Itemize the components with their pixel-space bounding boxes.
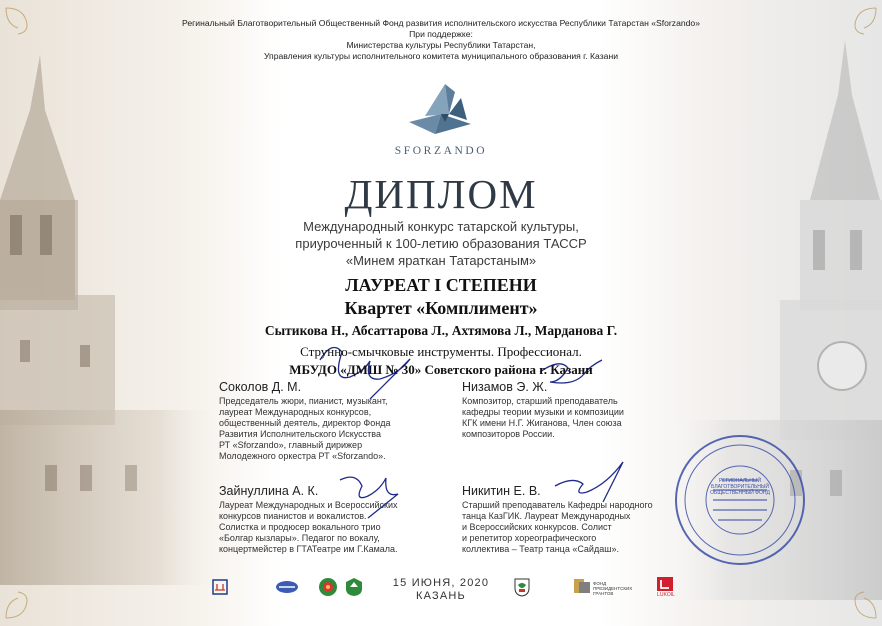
jury-desc-line: лауреат Международных конкурсов,	[219, 407, 372, 417]
header-culture-department: Управления культуры исполнительного комитета муниципального образования г. Казани	[263, 51, 618, 61]
jury-desc-line: общественный деятель, директор Фонда	[219, 418, 391, 428]
brand-name: SFORZANDO	[394, 145, 488, 157]
jury-desc-line: коллектива – Театр танца «Сайдаш».	[462, 544, 619, 554]
philharmonic-logo	[274, 578, 300, 596]
tatarstan-emblem	[318, 576, 338, 598]
jury-desc-nizamov	[462, 396, 692, 440]
jury-name-sokolov: Соколов Д. М.	[219, 380, 302, 394]
contest-line-2: приуроченный к 100-летию образования ТАССР	[295, 236, 587, 251]
ensemble-members: Сытикова Н., Абсаттарова Л., Ахтямова Л., Марданова Г.	[264, 323, 618, 338]
jury-desc-line: Развития Исполнительского Искусства	[219, 429, 381, 439]
jury-desc-line: РТ «Sforzando», главный дирижер	[219, 440, 363, 450]
presidential-grants-icon	[573, 578, 591, 594]
footer-date: 15 ИЮНЯ, 2020	[392, 577, 490, 589]
diploma-title: ДИПЛОМ	[344, 171, 538, 217]
green-emblem	[345, 577, 363, 597]
jury-desc-line: Солистка и продюсер вокального трио	[219, 522, 381, 532]
contest-info	[240, 218, 642, 269]
contest-line-3: «Минем яраткан Татарстаным»	[345, 253, 537, 268]
footer-date-block	[380, 577, 502, 603]
award-degree: ЛАУРЕАТ I СТЕПЕНИ	[345, 275, 537, 295]
jury-desc-line: танца КазГИК. Лауреат Международных	[462, 511, 631, 521]
lukoil-logo: LUKOIL	[657, 592, 675, 598]
jury-desc-line: концертмейстер в ГТАТеатре им Г.Камала.	[219, 544, 398, 554]
jury-desc-zainullina	[219, 500, 449, 555]
header-foundation: Регинальный Благотворительный Общественный Фонд развития исполнительского искусства Республики Татарстан «Sforzando»	[182, 18, 700, 28]
jury-name-nizamov: Низамов Э. Ж.	[462, 380, 548, 394]
jury-desc-line: Композитор, старший преподаватель	[462, 396, 618, 406]
lukoil-icon	[657, 577, 673, 591]
jury-desc-line: Старший преподаватель Кафедры народного	[462, 500, 653, 510]
ensemble-name: Квартет «Комплимент»	[344, 298, 538, 318]
bird-origami-icon	[405, 78, 477, 136]
jury-desc-line: конкурсов пианистов и вокалистов.	[219, 511, 367, 521]
footer-city: КАЗАНЬ	[416, 590, 466, 602]
left-tower	[0, 55, 230, 585]
jury-desc-line: «Болгар кызлары». Педагог по вокалу,	[219, 533, 380, 543]
jury-desc-line: и Всероссийских конкурсов. Солист	[462, 522, 612, 532]
header-support	[150, 18, 732, 62]
kazan-coat-of-arms	[513, 577, 531, 597]
jury-name-zainullina: Зайнуллина А. К.	[219, 484, 319, 498]
right-tower	[660, 40, 882, 600]
jury-desc-nikitin	[462, 500, 692, 555]
jury-desc-line: Лауреат Международных и Всероссийских	[219, 500, 398, 510]
header-support-label: При поддержке:	[409, 29, 473, 39]
jury-desc-line: Председатель жюри, пианист, музыкант,	[219, 396, 388, 406]
jury-desc-line: кафедры теории музыки и композиции	[462, 407, 624, 417]
jury-desc-sokolov	[219, 396, 449, 462]
contest-line-1: Международный конкурс татарской культуры,	[303, 219, 579, 234]
jury-desc-line: Молодежного оркестра РТ «Sforzando».	[219, 451, 386, 461]
school-name: МБУДО «ДМШ № 30» Советского района г. Казани	[289, 362, 593, 377]
university-logo	[211, 578, 229, 596]
header-ministry: Министерства культуры Республики Татарстан,	[346, 40, 536, 50]
jury-desc-line: и репетитор хореографического	[462, 533, 597, 543]
jury-name-nikitin: Никитин Е. В.	[462, 484, 541, 498]
presidential-grants-fund-logo: ФОНД ПРЕЗИДЕНТСКИХ ГРАНТОВ	[593, 581, 633, 596]
stamp-text: РЕГИОНАЛЬНЫЙ БЛАГОТВОРИТЕЛЬНЫЙ ОБЩЕСТВЕННЫЙ ФОНД	[710, 478, 770, 496]
category: Струнно-смычковые инструменты. Профессионал.	[300, 344, 582, 359]
jury-desc-line: композиторов России.	[462, 429, 555, 439]
jury-desc-line: КГК имени Н.Г. Жиганова, Член союза	[462, 418, 622, 428]
